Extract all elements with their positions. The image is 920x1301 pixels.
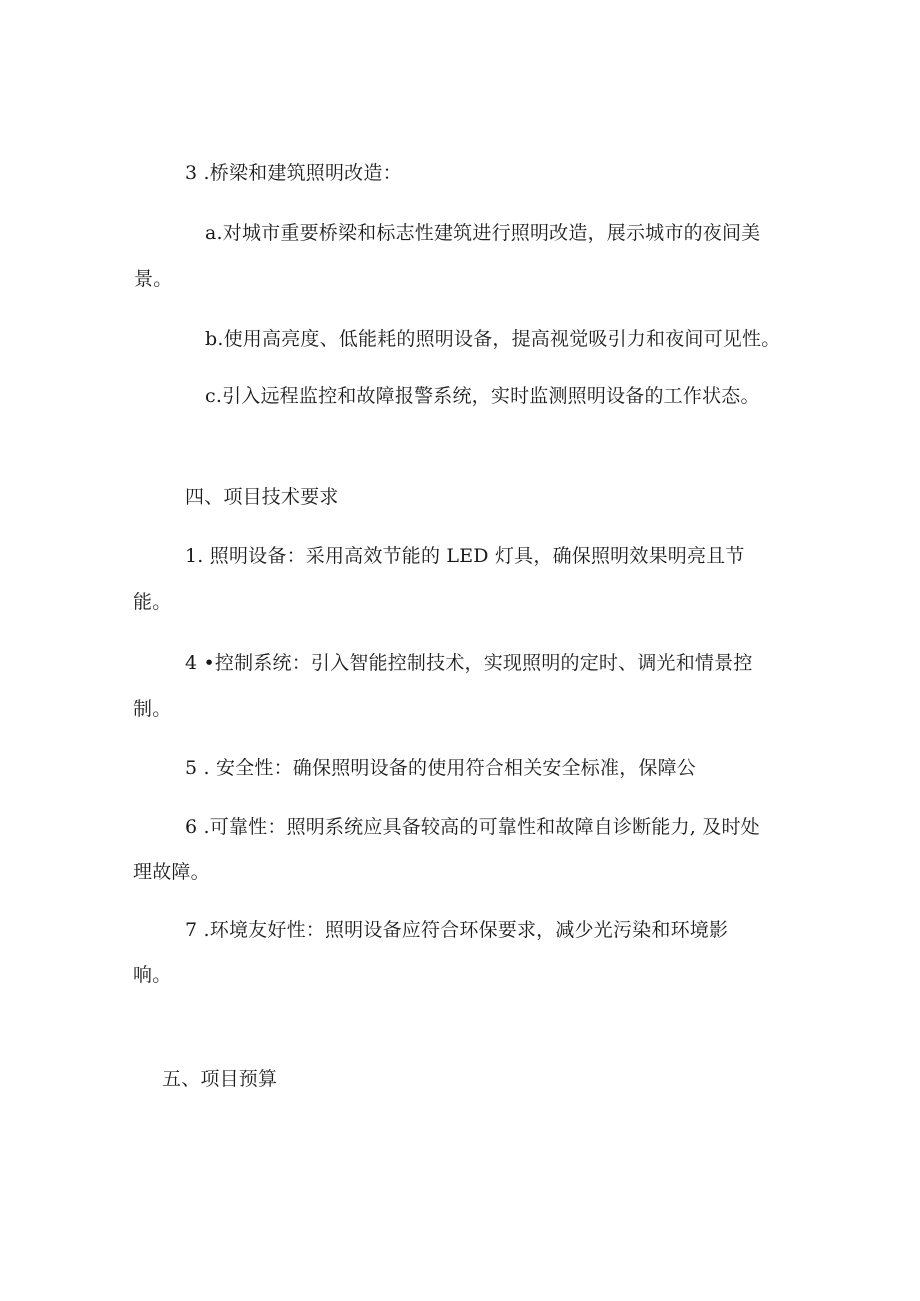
section4-item7-line1: 7 .环境友好性：照明设备应符合环保要求，减少光污染和环境影 [185,919,729,941]
section3-item-c: c.引入远程监控和故障报警系统，实时监测照明设备的工作状态。 [205,385,760,407]
section4-heading: 四、项目技术要求 [185,486,339,508]
section5-heading: 五、项目预算 [162,1068,278,1090]
section4-item6-line2: 理故障。 [133,861,210,883]
section3-item-a-line1: a.对城市重要桥梁和标志性建筑进行照明改造，展示城市的夜间美 [205,222,761,244]
section4-item4-line2: 制。 [133,698,172,720]
section4-item5: 5 . 安全性：确保照明设备的使用符合相关安全标准，保障公 [185,757,697,779]
section4-item7-line2: 响。 [133,964,172,986]
section4-item6-line1: 6 .可靠性：照明系统应具备较高的可靠性和故障自诊断能力, 及时处 [185,816,760,838]
section4-item1-line1: 1. 照明设备：采用高效节能的 LED 灯具，确保照明效果明亮且节 [185,545,745,567]
section3-item-b: b.使用高亮度、低能耗的照明设备，提高视觉吸引力和夜间可见性。 [205,328,781,350]
section3-heading: 3 .桥梁和建筑照明改造： [185,162,402,184]
section4-item4-line1: 4 •控制系统：引入智能控制技术，实现照明的定时、调光和情景控 [185,652,753,674]
section4-item1-line2: 能。 [133,591,172,613]
section3-item-a-line2: 景。 [134,268,173,290]
